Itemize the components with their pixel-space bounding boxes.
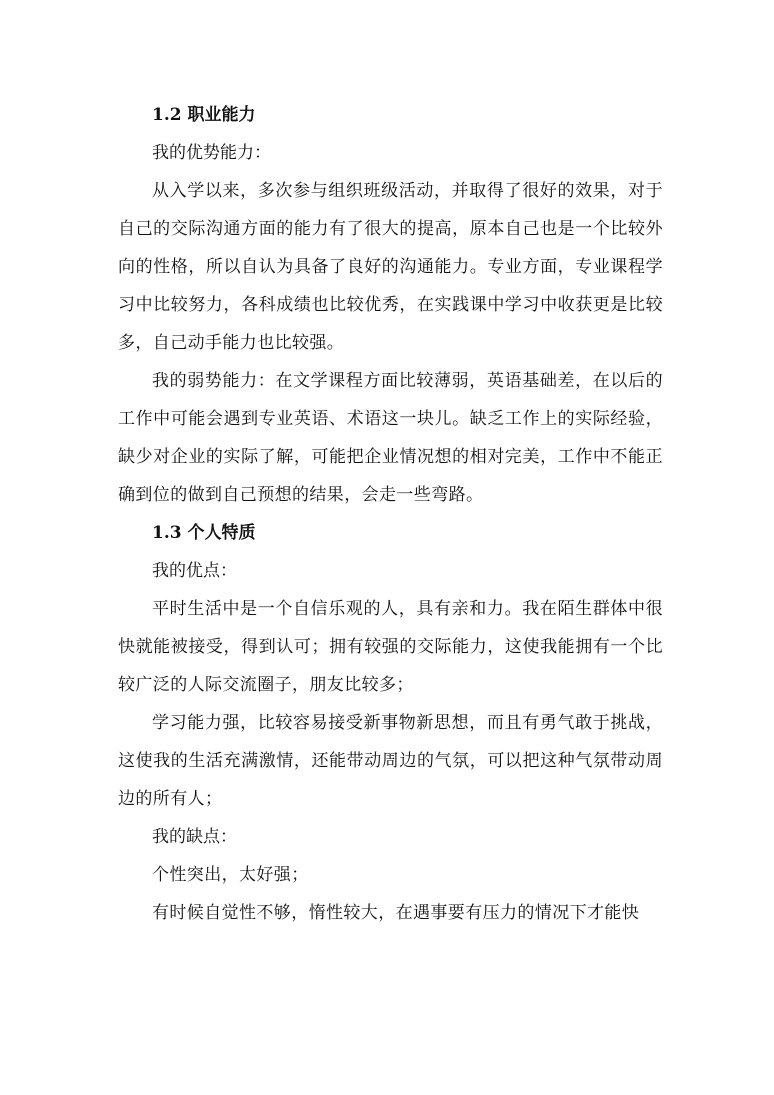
section-heading-career-ability: 1.2 职业能力 — [152, 105, 256, 125]
flaws-label: 我的缺点： — [152, 827, 237, 847]
merit-paragraph-1: 平时生活中是一个自信乐观的人，具有亲和力。我在陌生群体中很快就能被接受，得到认可；拥有较强的交际能力，这使我能拥有一个比较广泛的人际交流圈子，朋友比较多； — [118, 599, 663, 695]
strengths-label: 我的优势能力： — [152, 143, 271, 163]
merit-paragraph-2: 学习能力强，比较容易接受新事物新思想，而且有勇气敢于挑战，这使我的生活充满激情，还能带动周边的气氛，可以把这种气氛带动周边的所有人； — [118, 713, 663, 809]
flaw-paragraph-1: 个性突出，太好强； — [152, 865, 309, 885]
section-heading-personal-traits: 1.3 个人特质 — [152, 523, 256, 543]
merits-label: 我的优点： — [152, 561, 237, 581]
document-body — [118, 96, 663, 932]
weaknesses-paragraph: 我的弱势能力：在文学课程方面比较薄弱，英语基础差，在以后的工作中可能会遇到专业英语、术语这一块儿。缺乏工作上的实际经验，缺少对企业的实际了解，可能把企业情况想的相对完美，工作中不能正确到位的做到自己预想的结果，会走一些弯路。 — [118, 371, 663, 505]
strengths-paragraph: 从入学以来，多次参与组织班级活动，并取得了很好的效果，对于自己的交际沟通方面的能力有了很大的提高，原本自己也是一个比较外向的性格，所以自认为具备了良好的沟通能力。专业方面，专业课程学习中比较努力，各科成绩也比较优秀，在实践课中学习中收获更是比较多，自己动手能力也比较强。 — [118, 181, 663, 353]
flaw-paragraph-2: 有时候自觉性不够，惰性较大，在遇事要有压力的情况下才能快 — [152, 903, 640, 923]
